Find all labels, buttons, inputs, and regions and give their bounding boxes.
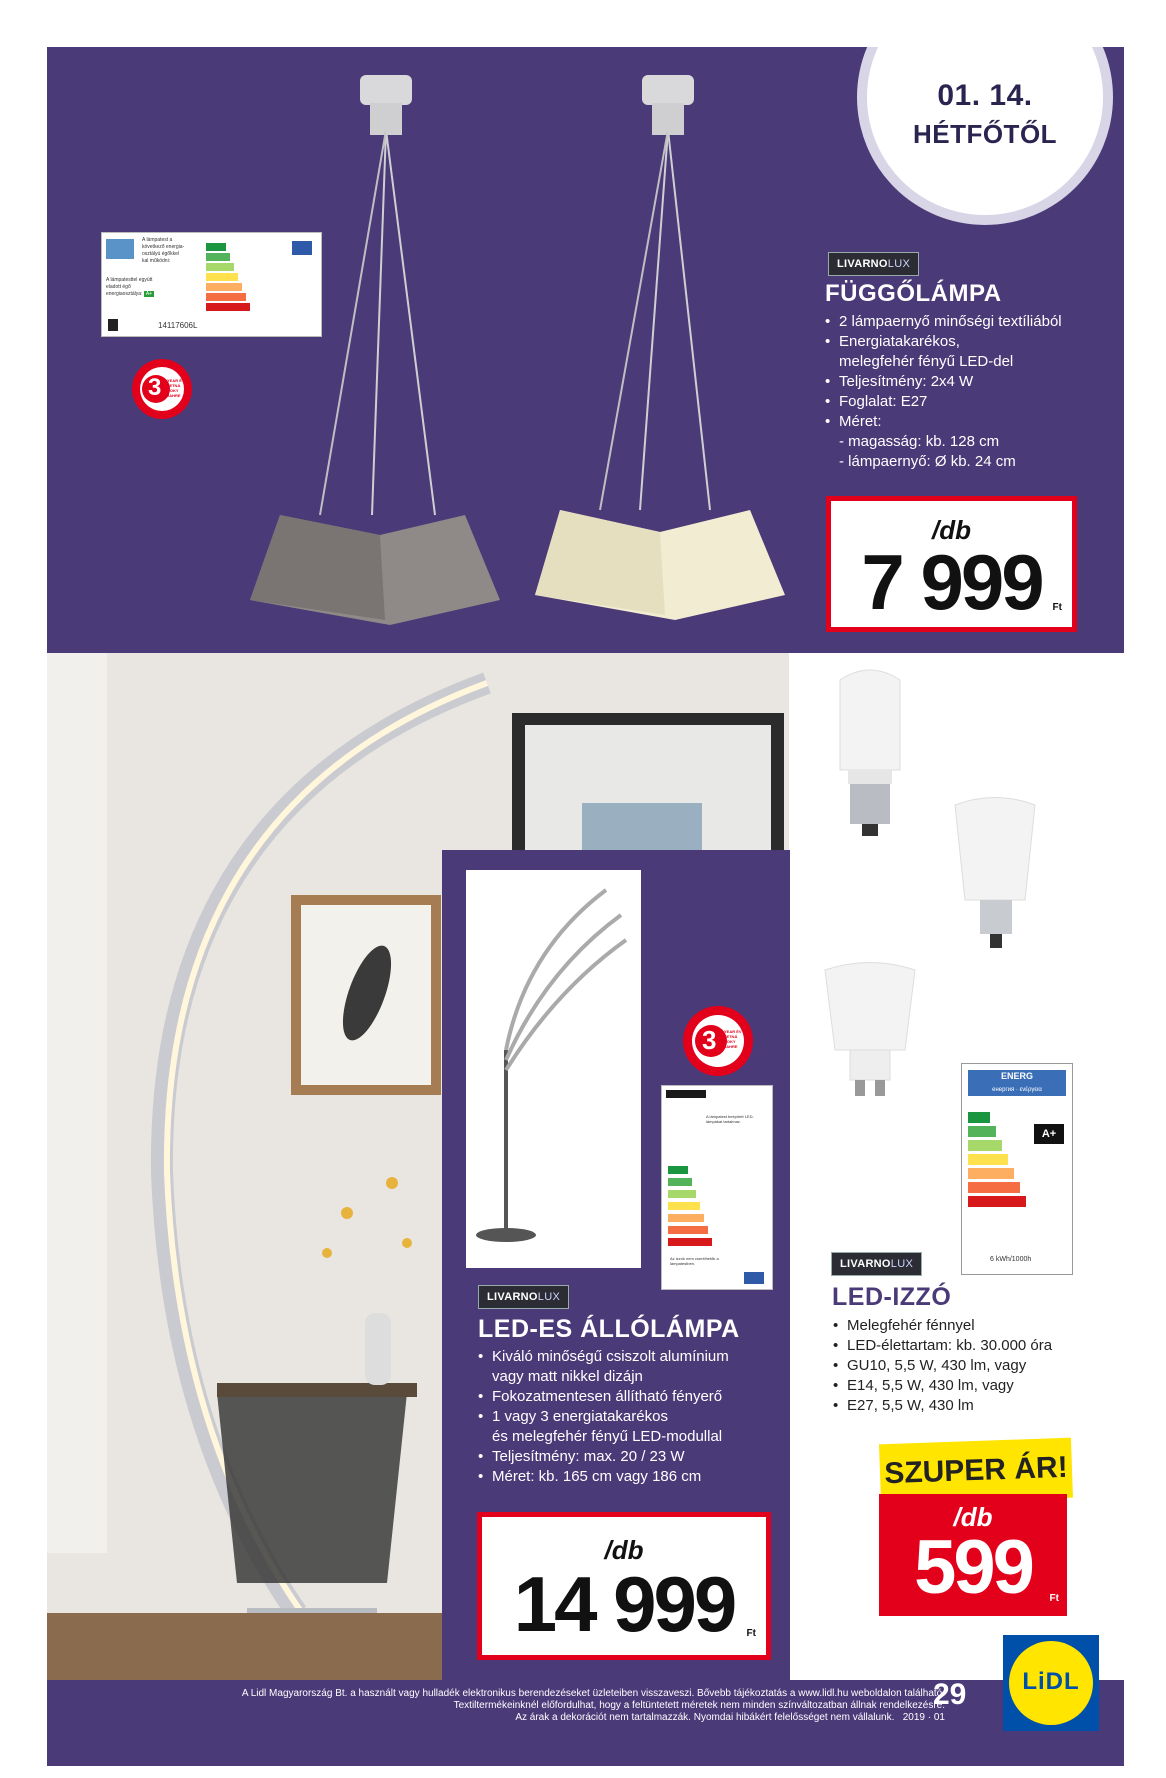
- pendant-price-box: [826, 496, 1077, 632]
- page-number: 29: [933, 1678, 967, 1711]
- price-unit: /db: [953, 1502, 993, 1532]
- warranty-number: 3: [702, 1025, 717, 1055]
- lidl-logo: [1003, 1635, 1099, 1731]
- energy-label-text-2: A lámpatesttel együtt eladott égő energiaosztálya: A+: [106, 277, 153, 297]
- bullet: • 2 lámpaernyő minőségi textíliából: [825, 312, 1105, 332]
- floor-lamp-price-box: [477, 1512, 771, 1660]
- lidl-mini-icon: [108, 319, 118, 331]
- bulb-price-box: [879, 1494, 1067, 1616]
- lamp-icon: [106, 239, 134, 259]
- floor-lamp-bullets: [478, 1347, 778, 1487]
- weekday-text: HÉTFŐTŐL: [912, 119, 1058, 149]
- warranty-text: YEAR ÉV LETNÁ ROKY JAHRE: [167, 378, 185, 398]
- floor-lamp-product-image: [466, 870, 641, 1268]
- price-value: 14 999: [513, 1560, 735, 1648]
- price-value: 599: [914, 1525, 1032, 1610]
- bullet: • E27, 5,5 W, 430 lm: [833, 1396, 1133, 1416]
- warranty-badge: [131, 358, 193, 420]
- brand-tag-bulb: LIVARNOLUX: [831, 1252, 922, 1276]
- price-value: 7 999: [861, 538, 1042, 626]
- bullet: • Teljesítmény: max. 20 / 23 W: [478, 1447, 778, 1467]
- warranty-badge-2: [682, 1005, 754, 1077]
- price-currency: Ft: [746, 1628, 756, 1639]
- energy-note-2: Az izzók nem cserélhetők a lámpatestben.: [670, 1256, 719, 1266]
- bullet: • LED-élettartam: kb. 30.000 óra: [833, 1336, 1133, 1356]
- bulb-title: LED-IZZÓ: [832, 1283, 952, 1311]
- bullet: • Energiatakarékos, melegfehér fényű LED-del: [825, 332, 1105, 372]
- pendant-bullets: [825, 312, 1105, 472]
- pendant-title: FÜGGŐLÁMPA: [825, 280, 1002, 307]
- bullet: • Teljesítmény: 2x4 W: [825, 372, 1105, 392]
- logo-text: LiDL: [1022, 1668, 1080, 1695]
- price-currency: Ft: [1052, 602, 1062, 613]
- bullet: • Méret: - magasság: kb. 128 cm - lámpaernyő: Ø kb. 24 cm: [825, 412, 1105, 472]
- date-text: 01. 14.: [937, 79, 1033, 112]
- energy-label-pendant: [101, 232, 322, 337]
- energy-consumption: 6 kWh/1000h: [990, 1256, 1032, 1263]
- bullet: • 1 vagy 3 energiatakarékos és melegfehér fényű LED-modullal: [478, 1407, 778, 1447]
- bullet: • Melegfehér fénnyel: [833, 1316, 1133, 1336]
- energy-label-text: A lámpatest a következő energia- osztályú égőkkel kal működni:: [142, 237, 185, 264]
- energy-note: A lámpatest beépített LED-lámpákat tartalmaz.: [706, 1114, 754, 1124]
- super-price-text: SZUPER ÁR!: [883, 1450, 1069, 1491]
- bullet: • Fokozatmentesen állítható fényerő: [478, 1387, 778, 1407]
- energy-label-bulb: [961, 1063, 1073, 1275]
- bullet: • Kiváló minőségű csiszolt alumínium vagy matt nikkel dizájn: [478, 1347, 778, 1387]
- brand-tag-pendant: LIVARNOLUX: [828, 252, 919, 276]
- price-currency: Ft: [1049, 1593, 1059, 1604]
- warranty-text: YEAR ÉV LETNÁ ROKY JAHRE: [724, 1029, 742, 1049]
- bullet: • Méret: kb. 165 cm vagy 186 cm: [478, 1467, 778, 1487]
- bullet: • GU10, 5,5 W, 430 lm, vagy: [833, 1356, 1133, 1376]
- energy-class-arrow: A+: [1034, 1124, 1064, 1144]
- eu-flag-icon: [292, 241, 312, 255]
- energy-label-code: 14117606L: [158, 321, 198, 330]
- price-unit: /db: [932, 515, 971, 545]
- bulb-bullets: [833, 1316, 1133, 1416]
- brand-tag-floor-lamp: LIVARNOLUX: [478, 1285, 569, 1309]
- eu-flag-icon: [744, 1272, 764, 1284]
- bullet: • E14, 5,5 W, 430 lm, vagy: [833, 1376, 1133, 1396]
- date-badge: [835, 47, 1135, 227]
- price-unit: /db: [604, 1535, 644, 1565]
- footer-disclaimer: A Lidl Magyarország Bt. a használt vagy hulladék elektronikus berendezéseket üzleteiben visszaveszi. Bővebb tájékoztatás a www.lidl.hu weboldalon található. Textiltermékeinknél előfordulhat, hogy a feltüntetett méretek nem minden színváltozatban állnak rendelkezésre. Az árak a dekorációt nem tartalmazzák. Nyomdai hibákért felelősséget nem vállalunk. 2019 · 01: [241, 1688, 945, 1723]
- floor-lamp-title: LED-ES ÁLLÓLÁMPA: [478, 1315, 740, 1343]
- bullet: • Foglalat: E27: [825, 392, 1105, 412]
- energy-header: ENERG енергия · ενέργεια: [968, 1070, 1066, 1096]
- energy-label-floor-lamp: [661, 1085, 773, 1290]
- warranty-number: 3: [148, 374, 162, 401]
- pendant-lamp-image: [230, 70, 830, 630]
